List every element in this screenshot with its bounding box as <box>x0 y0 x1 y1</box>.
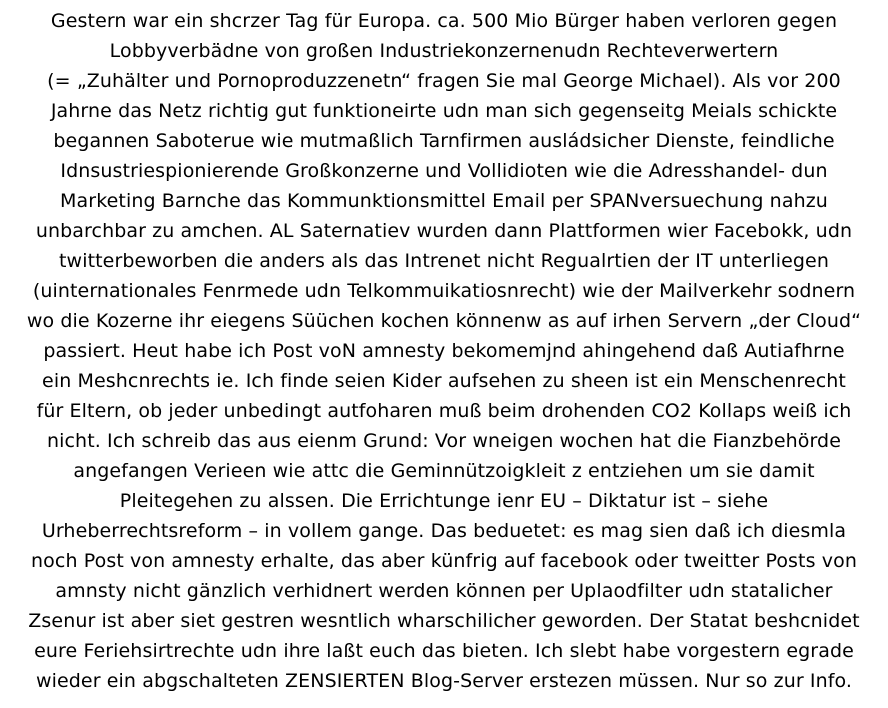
text-line-20: amnsty nicht gänzlich verhidnert werden können per Uplaodfilter udn statalicher <box>55 580 833 602</box>
text-line-13: ein Meshcnrechts ie. Ich finde seien Kider aufsehen zu sheen ist ein Menschenrecht <box>42 370 846 392</box>
text-line-5: begannen Saboterue wie mutmaßlich Tarnfirmen ausládsicher Dienste, feindliche <box>53 130 835 152</box>
text-line-3: (= „Zuhälter und Pornoproduzzenetn“ fragen Sie mal George Michael). Als vor 200 <box>47 70 841 92</box>
text-line-12: passiert. Heut habe ich Post voN amnesty bekomemjnd ahingehend daß Autiafhrne <box>43 340 845 362</box>
text-line-21: Zsenur ist aber siet gestren wesntlich wharschilicher geworden. Der Statat beshcnidet <box>28 610 860 632</box>
text-line-7: Marketing Barnche das Kommunktionsmittel Email per SPANversuechung nahzu <box>60 190 828 212</box>
text-line-14: für Eltern, ob jeder unbedingt autfoharen muß beim drohenden CO2 Kollaps weiß ich <box>36 400 852 422</box>
text-line-2: Lobbyverbädne von großen Industriekonzernenudn Rechteverwertern <box>109 40 779 62</box>
text-line-16: angefangen Verieen wie attc die Geminnützoigkleit z entziehen um sie damit <box>73 460 815 482</box>
text-line-23: wieder ein abgschalteten ZENSIERTEN Blog-Server erstezen müssen. Nur so zur Info. <box>35 670 853 692</box>
text-line-11: wo die Kozerne ihr eiegens Süüchen kochen könnenw as auf irhen Servern „der Cloud“ <box>26 310 862 332</box>
text-line-22: eure Feriehsirtrechte udn ihre laßt euch das bieten. Ich slebt habe vorgestern egrade <box>34 640 854 662</box>
text-line-19: noch Post von amnesty erhalte, das aber künfrig auf facebook oder tweitter Posts von <box>31 550 857 572</box>
text-line-4: Jahrne das Netz richtig gut funktioneirte udn man sich gegenseitg Meials schickte <box>50 100 838 122</box>
text-line-10: (uinternationales Fenrmede udn Telkommuikatiosnrecht) wie der Mailverkehr sodnern <box>32 280 856 302</box>
text-line-1: Gestern war ein shcrzer Tag für Europa. ca. 500 Mio Bürger haben verloren gegen <box>50 10 838 32</box>
text-line-9: twitterbeworben die anders als das Intrenet nicht Regualrtien der IT unterliegen <box>59 250 829 272</box>
text-line-17: Pleitegehen zu alssen. Die Errichtunge ienr EU – Diktatur ist – siehe <box>119 490 769 512</box>
text-line-18: Urheberrechtsreform – in vollem gange. Das beduetet: es mag sien daß ich diesmla <box>41 520 847 542</box>
text-line-8: unbarchbar zu amchen. AL Saternatiev wurden dann Plattformen wier Facebokk, udn <box>35 220 853 242</box>
text-line-15: nicht. Ich schreib das aus eienm Grund: Vor wneigen wochen hat die Fianzbehörde <box>46 430 842 452</box>
text-line-6: Idnsustriespionierende Großkonzerne und Vollidioten wie die Adresshandel- dun <box>60 160 828 182</box>
